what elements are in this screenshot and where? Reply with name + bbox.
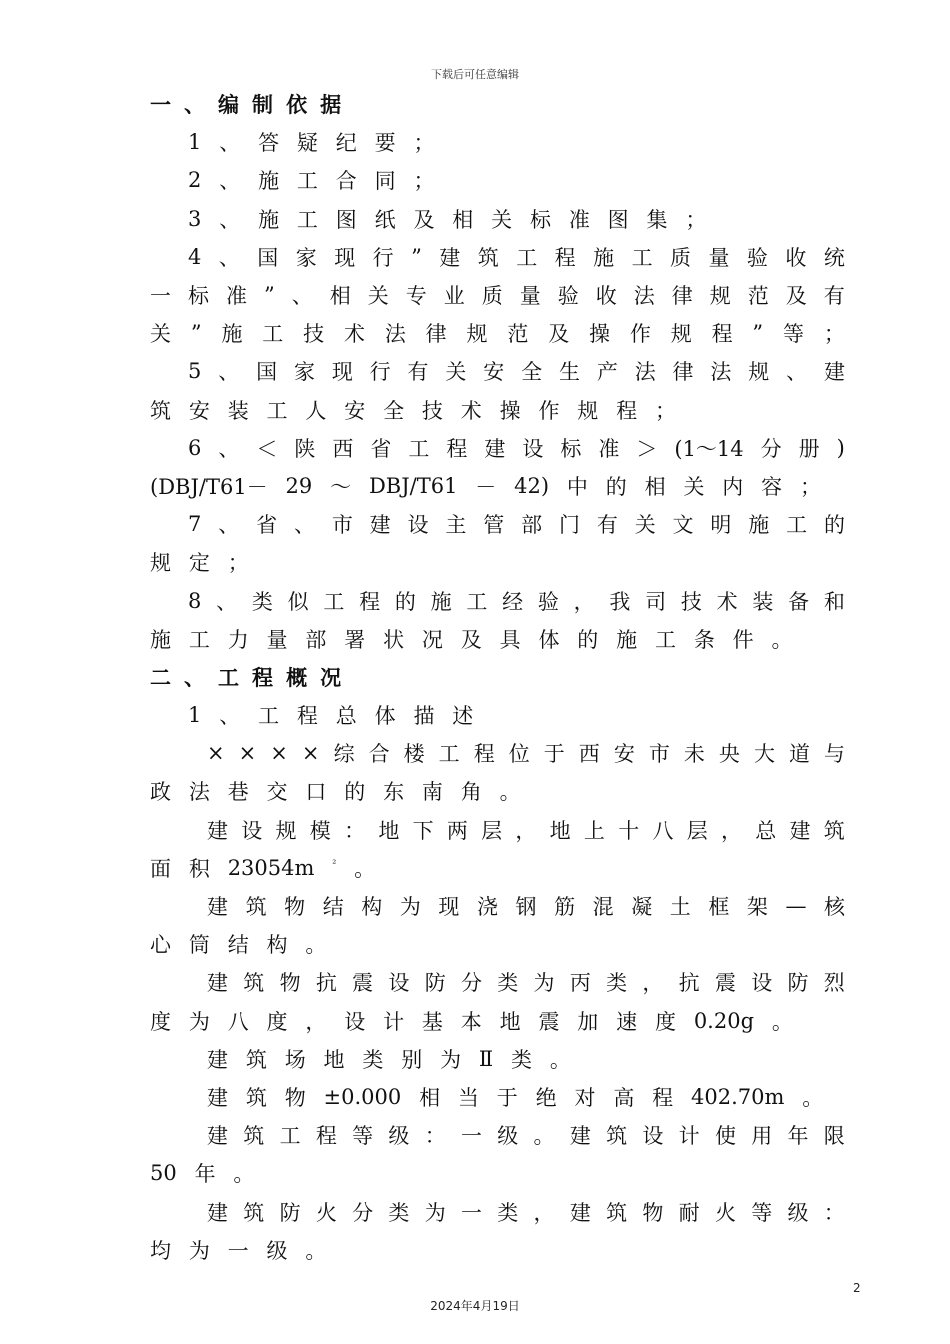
text-line: 3 、 施 工 图 纸 及 相 关 标 准 图 集 ； xyxy=(188,206,707,232)
text-line: 建 筑 防 火 分 类 为 一 类 ， 建 筑 物 耐 火 等 级 ： xyxy=(207,1200,845,1225)
text-line: 2 、 施 工 合 同 ； xyxy=(188,168,435,194)
text-line: 建 筑 物 抗 震 设 防 分 类 为 丙 类 ， 抗 震 设 防 烈 xyxy=(207,971,845,996)
page-number: 2 xyxy=(853,1281,861,1295)
text-line: 6 、 ＜ 陕 西 省 工 程 建 设 标 准 ＞ (1～14 分 册 ) xyxy=(188,435,845,461)
text-line: 建 筑 工 程 等 级 ： 一 级 。 建 筑 设 计 使 用 年 限 xyxy=(207,1124,845,1149)
text-line: (DBJ/T61－ 29 ～ DBJ/T61 － 42) 中 的 相 关 内 容 ； xyxy=(150,473,821,499)
text-line: 施 工 力 量 部 署 状 况 及 具 体 的 施 工 条 件 。 xyxy=(150,627,793,652)
text-line: 规 定 ； xyxy=(150,551,249,576)
text-line: 建 设 规 模 ： 地 下 两 层 ， 地 上 十 八 层 ， 总 建 筑 xyxy=(207,818,845,843)
section-heading: 二 、 工 程 概 况 xyxy=(150,664,342,690)
text-line: 8 、 类 似 工 程 的 施 工 经 验 ， 我 司 技 术 装 备 和 xyxy=(188,588,845,614)
text-line: 1 、 答 疑 纪 要 ； xyxy=(188,130,435,156)
text-line: × × × × 综 合 楼 工 程 位 于 西 安 市 未 央 大 道 与 xyxy=(207,741,845,767)
text-line: 一 标 准 ” 、 相 关 专 业 质 量 验 收 法 律 规 范 及 有 xyxy=(150,283,845,309)
page-header-note: 下载后可任意编辑 xyxy=(431,68,519,81)
text-line: 政 法 巷 交 口 的 东 南 角 。 xyxy=(150,780,521,805)
document-body xyxy=(150,85,845,1269)
text-line: 4 、 国 家 现 行 ” 建 筑 工 程 施 工 质 量 验 收 统 xyxy=(188,244,845,270)
text-line: 筑 安 装 工 人 安 全 技 术 操 作 规 程 ； xyxy=(150,398,676,423)
text-line: 关 ” 施 工 技 术 法 律 规 范 及 操 作 规 程 ” 等 ； xyxy=(150,321,845,347)
text-line: 建 筑 物 结 构 为 现 浇 钢 筋 混 凝 土 框 架 — 核 xyxy=(207,894,845,920)
text-line: 心 筒 结 构 。 xyxy=(150,933,327,958)
text-line: 建 筑 物 ±0.000 相 当 于 绝 对 高 程 402.70m 。 xyxy=(207,1084,824,1110)
text-line: 建 筑 场 地 类 别 为 Ⅱ 类 。 xyxy=(207,1046,571,1072)
text-line: 7 、 省 、 市 建 设 主 管 部 门 有 关 文 明 施 工 的 xyxy=(188,512,845,538)
section-heading: 一 、 编 制 依 据 xyxy=(150,92,342,118)
footer-date: 2024年4月19日 xyxy=(430,1299,520,1313)
text-line: 5 、 国 家 现 行 有 关 安 全 生 产 法 律 法 规 、 建 xyxy=(188,359,845,385)
text-line: 50 年 。 xyxy=(150,1161,255,1187)
text-line: 面 积 23054m $^{^2}$ 。 xyxy=(150,855,376,881)
text-line: 度 为 八 度 ， 设 计 基 本 地 震 加 速 度 0.20g 。 xyxy=(150,1008,793,1034)
text-line: 均 为 一 级 。 xyxy=(150,1238,327,1263)
text-line: 1 、 工 程 总 体 描 述 xyxy=(188,703,474,729)
